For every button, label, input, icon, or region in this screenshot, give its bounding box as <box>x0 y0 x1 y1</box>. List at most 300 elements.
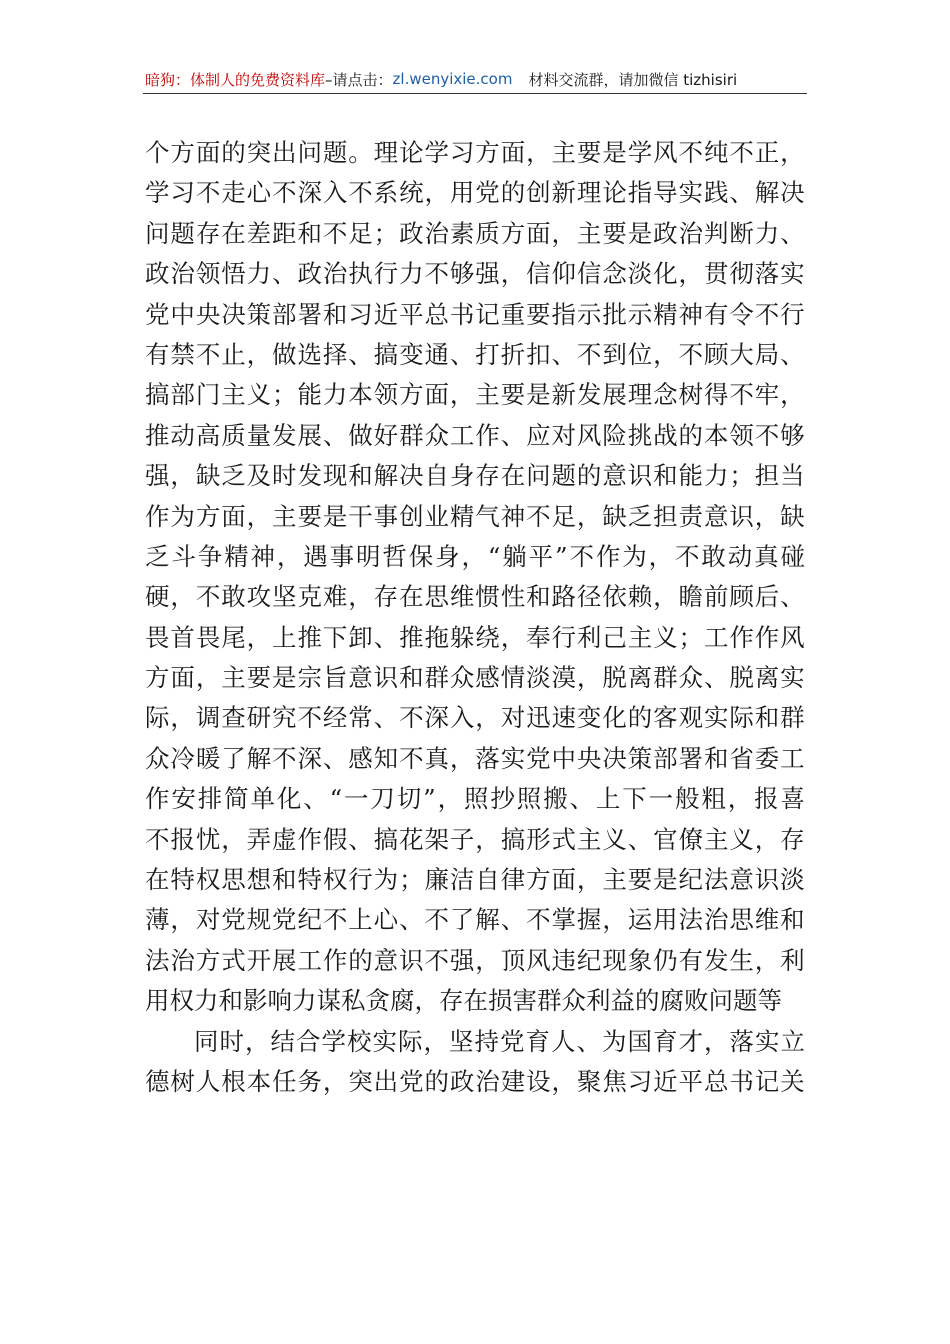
text-char: 深 <box>297 178 322 208</box>
text-char: 新 <box>551 380 576 410</box>
text-char: 、 <box>500 905 526 935</box>
text-char: 廉 <box>424 865 449 895</box>
text-char: 治 <box>170 259 195 289</box>
text-char: 深 <box>297 743 322 773</box>
text-char: 质 <box>221 420 246 450</box>
text-char: 断 <box>729 218 754 248</box>
text-char: ， <box>526 138 551 167</box>
text-char: 私 <box>341 986 366 1016</box>
text-char: 感 <box>348 743 373 773</box>
text-char: 题 <box>733 986 758 1016</box>
text-char: 责 <box>678 501 704 531</box>
text-char: 论 <box>399 138 424 167</box>
text-char: 特 <box>170 865 195 895</box>
text-char: 学 <box>424 138 449 167</box>
text-char: 存 <box>373 582 399 612</box>
text-char: 知 <box>373 743 399 773</box>
text-char: 尾 <box>221 622 246 652</box>
text-char: 作 <box>475 420 500 450</box>
text-char: ， <box>576 501 602 531</box>
text-char: 僚 <box>678 824 704 854</box>
text-char: 感 <box>475 663 500 693</box>
text-char: 的 <box>635 986 660 1016</box>
text-char: 好 <box>373 420 399 450</box>
text-char: 悟 <box>221 259 246 289</box>
text-char: 化 <box>602 703 627 733</box>
text-char: 神 <box>500 501 526 531</box>
text-char: 在 <box>500 461 526 491</box>
text-char: 法 <box>145 945 170 975</box>
text-char: 题 <box>322 138 348 167</box>
text-char: 主 <box>475 380 500 410</box>
text-char: 省 <box>729 743 754 773</box>
text-char: 政 <box>145 259 170 289</box>
text-char: 力 <box>399 259 424 289</box>
text-char: 克 <box>297 582 322 612</box>
text-char: 的 <box>500 178 526 208</box>
text-char: 义 <box>246 380 272 410</box>
text-char: 总 <box>703 1066 729 1096</box>
text-char: 不 <box>526 501 551 531</box>
text-char: 和 <box>780 905 805 935</box>
text-char: 不 <box>569 541 594 571</box>
text-char: 战 <box>653 420 678 450</box>
text-char: 习 <box>348 299 373 329</box>
text-char: 实 <box>780 663 805 693</box>
text-char: 乏 <box>627 501 653 531</box>
text-char: 主 <box>627 622 653 652</box>
text-char: 上 <box>595 784 621 814</box>
text-char: 关 <box>780 1066 805 1096</box>
text-char: 、 <box>569 784 594 814</box>
text-char: 性 <box>500 582 526 612</box>
text-char: 、 <box>348 339 373 369</box>
text-char: ； <box>729 461 754 491</box>
text-char: 主 <box>221 380 246 410</box>
text-char: 和 <box>754 703 780 733</box>
text-char: 作 <box>322 945 348 975</box>
text-char: 党 <box>221 905 246 935</box>
text-char: 要 <box>576 138 602 167</box>
text-char: 脱 <box>729 663 754 693</box>
text-char: 查 <box>221 703 246 733</box>
text-char: 。 <box>348 138 373 167</box>
text-char: 顾 <box>729 582 754 612</box>
text-char: 行 <box>780 299 805 329</box>
text-char: 解 <box>246 743 272 773</box>
text-char: 事 <box>373 501 399 531</box>
text-char: 、 <box>322 420 348 450</box>
text-char: ， <box>170 703 195 733</box>
text-char: 面 <box>526 218 551 248</box>
text-char: 单 <box>250 784 275 814</box>
text-char: 存 <box>195 218 221 248</box>
text-char: 律 <box>500 865 526 895</box>
text-char: 折 <box>500 339 526 369</box>
text-char: 惯 <box>475 582 500 612</box>
text-char: 打 <box>475 339 500 369</box>
text-char: 不 <box>297 703 322 733</box>
text-char: 平 <box>528 541 554 571</box>
text-char: ， <box>678 259 704 289</box>
text-char: 大 <box>729 339 754 369</box>
text-char: 书 <box>449 299 475 329</box>
text-char: 门 <box>195 380 221 410</box>
text-char: 识 <box>627 461 653 491</box>
text-char: 正 <box>754 138 780 167</box>
text-char: 败 <box>684 986 709 1016</box>
text-char: 动 <box>727 541 753 571</box>
text-char: 照 <box>463 784 489 814</box>
text-char: 焦 <box>602 1066 627 1096</box>
text-char: 暖 <box>195 743 221 773</box>
header-brand: 暗狗：体制人的免费资料库 <box>145 70 326 89</box>
text-char: 粗 <box>701 784 726 814</box>
text-char: 入 <box>449 703 475 733</box>
text-char: 创 <box>399 501 424 531</box>
text-char: 乏 <box>221 461 246 491</box>
text-line <box>145 739 805 779</box>
text-char: 彻 <box>729 259 754 289</box>
text-char: 委 <box>754 743 780 773</box>
document-body <box>145 133 805 1102</box>
text-char: 解 <box>373 461 399 491</box>
text-char: 敢 <box>701 541 726 571</box>
header-url-link[interactable]: zl.wenyixie.com <box>392 70 513 88</box>
text-char: 群 <box>424 663 449 693</box>
text-char: 够 <box>449 259 475 289</box>
text-char: 作 <box>595 541 621 571</box>
text-char: 树 <box>678 380 704 410</box>
text-char: 义 <box>653 622 678 652</box>
text-char: 学 <box>321 1026 346 1056</box>
text-char: 用 <box>145 986 170 1016</box>
text-char: 实 <box>372 1026 397 1056</box>
text-char: 顾 <box>703 339 729 369</box>
text-char: 作 <box>145 501 170 531</box>
text-char: ， <box>246 501 272 531</box>
text-char: 理 <box>576 178 602 208</box>
text-char: ， <box>551 218 576 248</box>
text-char: 精 <box>449 501 475 531</box>
text-char: ； <box>678 622 704 652</box>
text-char: 立 <box>780 1026 805 1056</box>
text-char: ， <box>780 138 805 167</box>
text-char: 漠 <box>551 663 576 693</box>
text-char: 突 <box>348 1066 373 1096</box>
text-char: 结 <box>270 1026 295 1056</box>
text-char: 宗 <box>297 663 322 693</box>
text-char: 在 <box>463 986 488 1016</box>
text-char: 不 <box>322 905 348 935</box>
text-line <box>145 537 805 577</box>
text-char: 、 <box>322 743 348 773</box>
text-char: 官 <box>653 824 678 854</box>
text-char: 主 <box>576 218 602 248</box>
text-char: 走 <box>221 178 246 208</box>
text-char: 有 <box>145 339 170 369</box>
text-char: 经 <box>322 703 348 733</box>
text-char: 的 <box>221 138 246 167</box>
text-char: 在 <box>221 218 246 248</box>
text-char: 卸 <box>348 622 373 652</box>
text-char: 挑 <box>627 420 653 450</box>
text-char: 己 <box>602 622 627 652</box>
text-char: 运 <box>627 905 653 935</box>
text-char: 要 <box>246 663 272 693</box>
text-char: 不 <box>678 138 704 167</box>
text-char: 真 <box>424 743 449 773</box>
text-char: 是 <box>627 218 653 248</box>
text-char: 权 <box>195 865 221 895</box>
text-char: 方 <box>195 501 221 531</box>
text-char: 、 <box>729 178 754 208</box>
text-char: 系 <box>373 178 399 208</box>
text-char: 众 <box>561 986 586 1016</box>
text-char: 党 <box>145 299 170 329</box>
text-char: 脱 <box>602 663 627 693</box>
text-char: ， <box>461 541 486 571</box>
text-char: 不 <box>526 905 551 935</box>
text-line <box>145 577 805 617</box>
text-char: 瞻 <box>678 582 704 612</box>
text-char: ， <box>449 380 475 410</box>
text-char: 赖 <box>627 582 653 612</box>
text-char: 一 <box>344 784 369 814</box>
text-char: 群 <box>399 420 424 450</box>
text-char: 统 <box>399 178 424 208</box>
text-line <box>145 618 805 658</box>
text-char: 信 <box>576 259 602 289</box>
text-char: 落 <box>754 259 780 289</box>
text-char: ， <box>602 905 627 935</box>
text-char: 育 <box>653 1026 678 1056</box>
text-char: ， <box>727 784 753 814</box>
text-char: 治 <box>703 905 729 935</box>
text-char: 治 <box>678 218 704 248</box>
text-char: 方 <box>170 138 195 167</box>
text-char: 存 <box>475 461 500 491</box>
text-char: 风 <box>576 420 602 450</box>
text-char: 冷 <box>170 743 195 773</box>
text-char: 、 <box>348 824 373 854</box>
text-char: 治 <box>424 218 449 248</box>
text-char: 义 <box>729 824 754 854</box>
text-char: ， <box>576 865 602 895</box>
text-char: 习 <box>627 1066 653 1096</box>
text-char: 保 <box>408 541 434 571</box>
text-char: 在 <box>145 865 170 895</box>
text-line <box>145 981 805 1021</box>
text-char: 近 <box>373 299 399 329</box>
text-char: 意 <box>703 501 729 531</box>
text-char: 实 <box>678 178 704 208</box>
text-char: 行 <box>373 259 399 289</box>
text-char: 贪 <box>365 986 390 1016</box>
text-char: 和 <box>218 986 243 1016</box>
text-char: 众 <box>424 420 449 450</box>
text-char: 领 <box>373 380 399 410</box>
text-char: 权 <box>322 865 348 895</box>
text-char: 损 <box>488 986 513 1016</box>
text-char: 落 <box>475 743 500 773</box>
text-char: “ <box>487 541 501 571</box>
text-char: 常 <box>348 703 373 733</box>
text-char: 不 <box>424 259 449 289</box>
text-char: 违 <box>551 945 576 975</box>
text-char: 践 <box>703 178 729 208</box>
text-char: 喜 <box>780 784 805 814</box>
text-char: 对 <box>195 905 221 935</box>
text-char: 署 <box>297 299 322 329</box>
text-char: 权 <box>169 986 194 1016</box>
text-char: 法 <box>703 865 729 895</box>
text-char: ， <box>322 1066 348 1096</box>
text-char: 自 <box>475 865 500 895</box>
text-char: ， <box>551 1066 576 1096</box>
text-char: ， <box>653 582 678 612</box>
text-char: 个 <box>145 138 170 167</box>
text-char: 发 <box>703 945 729 975</box>
text-char: 照 <box>516 784 542 814</box>
text-char: 对 <box>551 420 576 450</box>
text-char: 理 <box>373 138 399 167</box>
text-char: 入 <box>322 178 348 208</box>
text-char: 局 <box>754 339 780 369</box>
text-char: 做 <box>272 339 297 369</box>
text-char: 要 <box>500 380 526 410</box>
text-line <box>145 335 805 375</box>
text-char: 不 <box>145 824 170 854</box>
text-char: 和 <box>399 663 424 693</box>
text-line <box>145 658 805 698</box>
text-char: 弄 <box>246 824 272 854</box>
text-char: ” <box>423 784 436 814</box>
text-char: 、 <box>576 1026 601 1056</box>
text-char: 出 <box>272 138 297 167</box>
text-char: 是 <box>322 501 348 531</box>
text-char: 不 <box>424 945 449 975</box>
text-char: 形 <box>526 824 551 854</box>
text-char: 薄 <box>145 905 170 935</box>
text-char: 想 <box>246 865 272 895</box>
text-line <box>145 820 805 860</box>
text-char: 德 <box>145 1066 170 1096</box>
text-char: 工 <box>703 622 729 652</box>
text-char: 利 <box>780 945 805 975</box>
text-char: 的 <box>678 420 704 450</box>
text-char: 务 <box>297 1066 322 1096</box>
text-char: 足 <box>551 501 576 531</box>
text-line <box>145 698 805 738</box>
text-char: 实 <box>755 1026 780 1056</box>
text-char: 仰 <box>551 259 576 289</box>
text-char: 要 <box>627 865 653 895</box>
text-char: 报 <box>170 824 195 854</box>
text-char: 才 <box>678 1026 703 1056</box>
text-char: ， <box>170 461 195 491</box>
text-char: 特 <box>297 865 322 895</box>
text-char: 存 <box>439 986 464 1016</box>
text-char: 排 <box>197 784 223 814</box>
text-char: 、 <box>399 905 424 935</box>
text-char: 策 <box>246 299 272 329</box>
text-char: 径 <box>576 582 602 612</box>
text-char: 央 <box>576 743 602 773</box>
text-char: 拖 <box>424 622 449 652</box>
text-char: 业 <box>424 501 449 531</box>
text-char: 精 <box>224 541 249 571</box>
text-char: 和 <box>322 299 348 329</box>
text-char: 信 <box>526 259 551 289</box>
text-char: 客 <box>653 703 678 733</box>
text-char: ， <box>348 582 373 612</box>
text-char: 法 <box>678 905 704 935</box>
text-line <box>145 779 805 819</box>
text-char: 有 <box>678 945 704 975</box>
text-char: “ <box>329 784 343 814</box>
text-char: ， <box>423 1026 448 1056</box>
text-char: 路 <box>551 582 576 612</box>
text-char: 设 <box>526 1066 551 1096</box>
text-char: 腐 <box>390 986 415 1016</box>
text-char: 利 <box>586 986 611 1016</box>
text-char: 报 <box>754 784 779 814</box>
text-char: 出 <box>373 1066 399 1096</box>
text-char: 的 <box>348 945 373 975</box>
text-char: 气 <box>475 501 500 531</box>
text-char: 树 <box>170 1066 195 1096</box>
text-char: ” <box>555 541 568 571</box>
text-char: 躺 <box>502 541 527 571</box>
text-char: 和 <box>653 461 678 491</box>
text-char: 择 <box>322 339 348 369</box>
text-char: ， <box>449 743 475 773</box>
text-char: 问 <box>297 138 322 167</box>
text-char: 学 <box>627 138 653 167</box>
text-char: 当 <box>780 461 805 491</box>
text-char: 治 <box>170 945 195 975</box>
text-char: 校 <box>347 1026 372 1056</box>
text-char: 不 <box>272 743 297 773</box>
text-char: 为 <box>602 1026 627 1056</box>
text-char: 神 <box>678 299 704 329</box>
text-char: 不 <box>195 582 221 612</box>
text-char: 展 <box>602 380 627 410</box>
text-char: 力 <box>292 986 317 1016</box>
text-char: ， <box>475 703 500 733</box>
text-char: 虚 <box>272 824 297 854</box>
text-char: 纪 <box>678 865 704 895</box>
text-char: 治 <box>322 259 348 289</box>
text-char: 能 <box>678 461 704 491</box>
text-char: 质 <box>475 218 500 248</box>
text-char: 思 <box>221 865 246 895</box>
text-char: 心 <box>246 178 272 208</box>
text-char: 畏 <box>145 622 170 652</box>
text-char: 身 <box>435 541 460 571</box>
text-char: 政 <box>399 218 424 248</box>
text-char: 要 <box>297 501 322 531</box>
text-char: 不 <box>272 178 297 208</box>
text-char: 上 <box>348 905 373 935</box>
text-char: 通 <box>424 339 449 369</box>
text-char: 意 <box>602 461 627 491</box>
text-char: 不 <box>674 541 700 571</box>
text-char: 腐 <box>659 986 684 1016</box>
text-char: 淡 <box>526 663 551 693</box>
text-char: 止 <box>221 339 246 369</box>
